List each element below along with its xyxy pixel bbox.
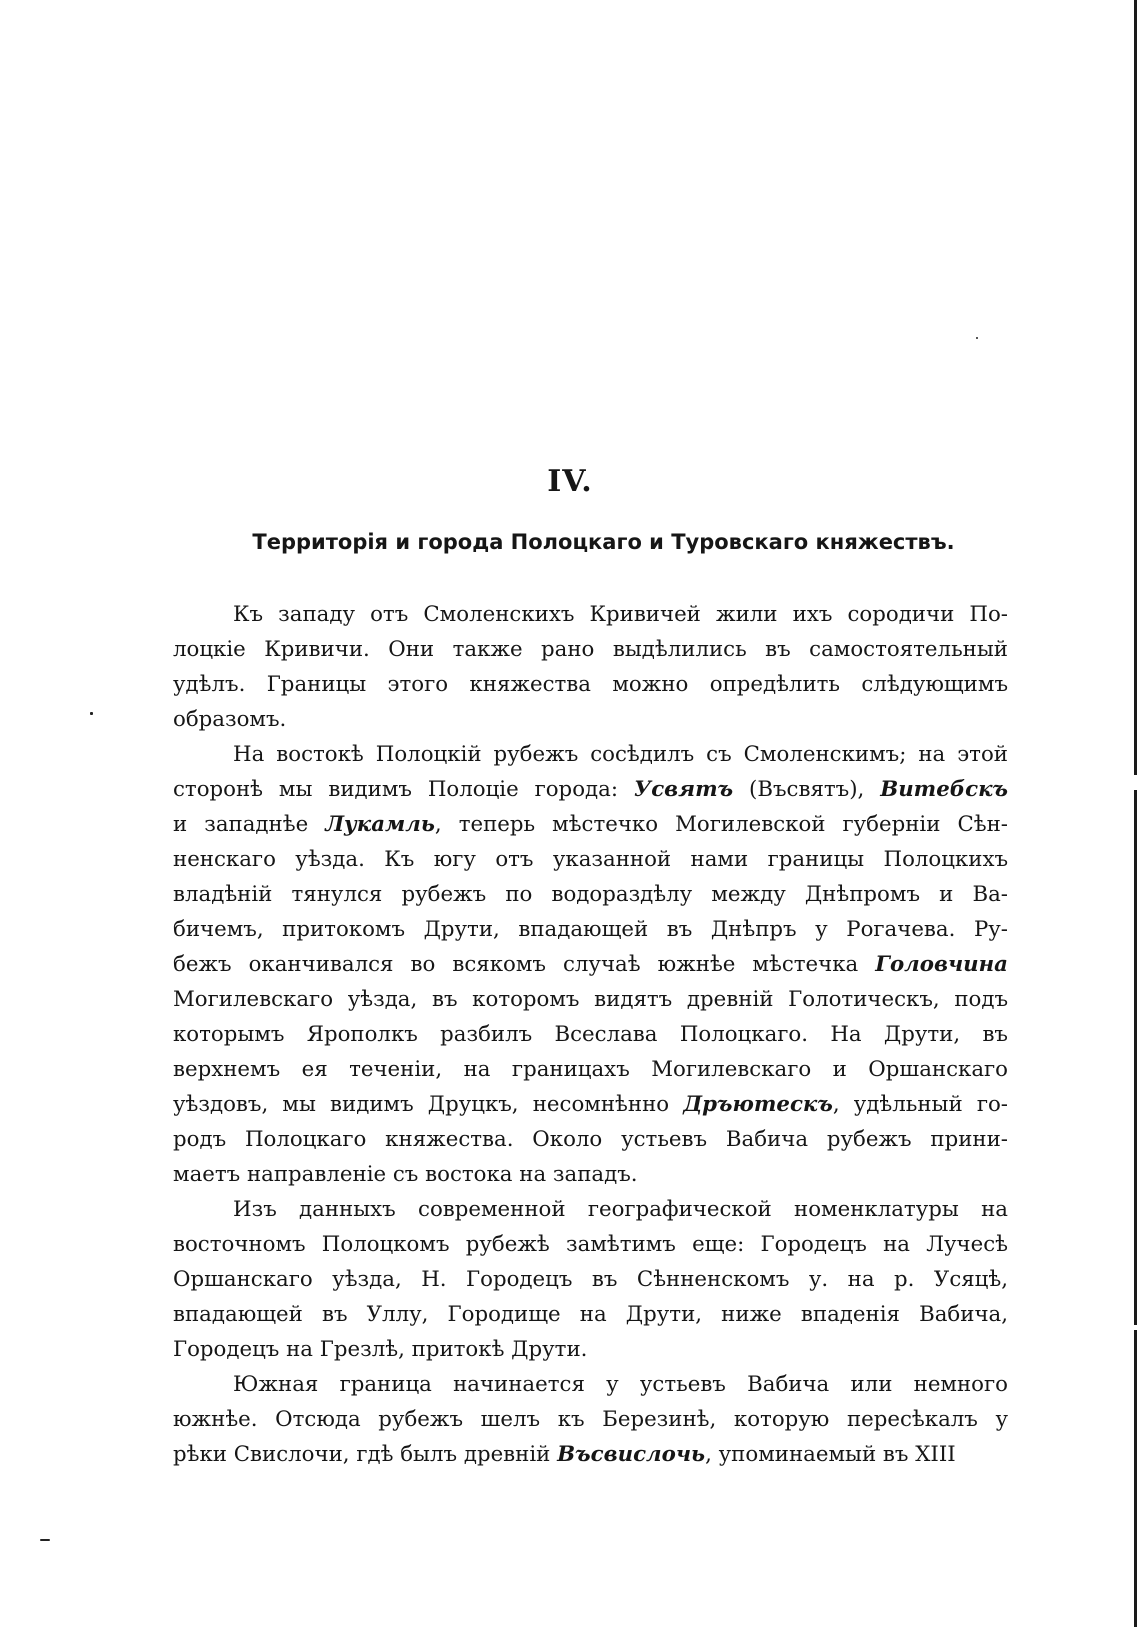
text-line	[173, 947, 1008, 982]
text-segment: верхнемъ ея теченіи, на границахъ Могилевскаго и Оршанскаго	[173, 1057, 1008, 1082]
text-segment: восточномъ Полоцкомъ рубежѣ замѣтимъ еще: Городецъ на Лучесѣ	[173, 1232, 1008, 1257]
place-name: Дръютескъ	[683, 1092, 833, 1117]
text-segment: На востокѣ Полоцкій рубежъ сосѣдилъ съ Смоленскимъ; на этой	[233, 742, 1008, 767]
text-segment: сторонѣ мы видимъ Полоціе города:	[173, 777, 634, 802]
text-segment: образомъ.	[173, 707, 287, 732]
text-line	[173, 1297, 1008, 1332]
text-segment: родъ Полоцкаго княжества. Около устьевъ Вабича рубежъ прини-	[173, 1127, 1008, 1152]
text-segment: Къ западу отъ Смоленскихъ Кривичей жили ихъ сородичи По-	[233, 602, 1008, 627]
text-segment: , удѣльный го-	[832, 1092, 1009, 1117]
place-name: Лукамль	[325, 812, 435, 837]
text-segment: , упоминаемый въ XIII	[705, 1442, 956, 1467]
text-segment: удѣлъ. Границы этого княжества можно опредѣлить слѣдующимъ	[173, 672, 1008, 697]
scan-edge-bottom	[1134, 1330, 1137, 1627]
text-line	[173, 1157, 1008, 1192]
text-line	[173, 1122, 1008, 1157]
text-segment: ненскаго уѣзда. Къ югу отъ указанной нами границы Полоцкихъ	[173, 847, 1008, 872]
paragraph	[173, 737, 1008, 1192]
text-line	[173, 1192, 1008, 1227]
scan-edge-middle	[1134, 790, 1137, 1325]
text-segment: бежъ оканчивался во всякомъ случаѣ южнѣе мѣстечка	[173, 952, 876, 977]
text-segment: и западнѣе	[173, 812, 326, 837]
text-line	[173, 772, 1008, 807]
place-name: Въсвислочь	[557, 1442, 706, 1467]
scan-speck	[90, 712, 93, 715]
text-line	[173, 1332, 1008, 1367]
text-line	[173, 1052, 1008, 1087]
place-name: Усвятъ	[633, 777, 734, 802]
text-segment: южнѣе. Отсюда рубежъ шелъ къ Березинѣ, которую пересѣкалъ у	[173, 1407, 1008, 1432]
text-line	[173, 702, 1008, 737]
text-line	[173, 982, 1008, 1017]
place-name: Головчина	[875, 952, 1008, 977]
chapter-number: IV.	[547, 464, 593, 499]
text-segment: лоцкіе Кривичи. Они также рано выдѣлились въ самостоятельный	[173, 637, 1008, 662]
text-segment: Могилевскаго уѣзда, въ которомъ видятъ древній Голотическъ, подъ	[173, 987, 1008, 1012]
text-line	[173, 912, 1008, 947]
text-segment: бичемъ, притокомъ Друти, впадающей въ Днѣпръ у Рогачева. Ру-	[173, 917, 1008, 942]
text-segment: уѣздовъ, мы видимъ Друцкъ, несомнѣнно	[173, 1092, 684, 1117]
chapter-title: Территорія и города Полоцкаго и Туровскаго княжествъ.	[252, 530, 955, 554]
text-line	[173, 597, 1008, 632]
text-line	[173, 667, 1008, 702]
text-line	[173, 1227, 1008, 1262]
text-line	[173, 1017, 1008, 1052]
text-segment: владѣній тянулся рубежъ по водораздѣлу между Днѣпромъ и Ва-	[173, 882, 1008, 907]
text-segment: рѣки Свислочи, гдѣ былъ древній	[173, 1442, 558, 1467]
paragraph	[173, 597, 1008, 737]
paragraph	[173, 1367, 1008, 1472]
scan-speck	[976, 337, 978, 339]
text-line	[173, 877, 1008, 912]
scan-edge-top	[1134, 0, 1137, 775]
text-segment: , теперь мѣстечко Могилевской губерніи Сѣн-	[434, 812, 1008, 837]
text-segment: впадающей въ Уллу, Городище на Друти, ниже впаденія Вабича,	[173, 1302, 1008, 1327]
text-line	[173, 1367, 1008, 1402]
body-text	[173, 597, 1008, 1472]
text-segment: (Въсвятъ),	[733, 777, 881, 802]
paragraph	[173, 1192, 1008, 1367]
scan-speck	[40, 1539, 50, 1541]
text-line	[173, 1262, 1008, 1297]
text-segment: Изъ данныхъ современной географической номенклатуры на	[233, 1197, 1008, 1222]
text-line	[173, 737, 1008, 772]
text-line	[173, 807, 1008, 842]
text-line	[173, 1437, 1008, 1472]
text-line	[173, 1087, 1008, 1122]
text-segment: Южная граница начинается у устьевъ Вабича или немного	[233, 1372, 1008, 1397]
text-segment: Городецъ на Грезлѣ, притокѣ Друти.	[173, 1337, 588, 1362]
text-segment: которымъ Ярополкъ разбилъ Всеслава Полоцкаго. На Друти, въ	[173, 1022, 1008, 1047]
text-segment: Оршанскаго уѣзда, Н. Городецъ въ Сѣнненскомъ у. на р. Усяцѣ,	[173, 1267, 1008, 1292]
place-name: Витебскъ	[880, 777, 1008, 802]
text-line	[173, 842, 1008, 877]
text-segment: маетъ направленіе съ востока на западъ.	[173, 1162, 638, 1187]
text-line	[173, 632, 1008, 667]
text-line	[173, 1402, 1008, 1437]
